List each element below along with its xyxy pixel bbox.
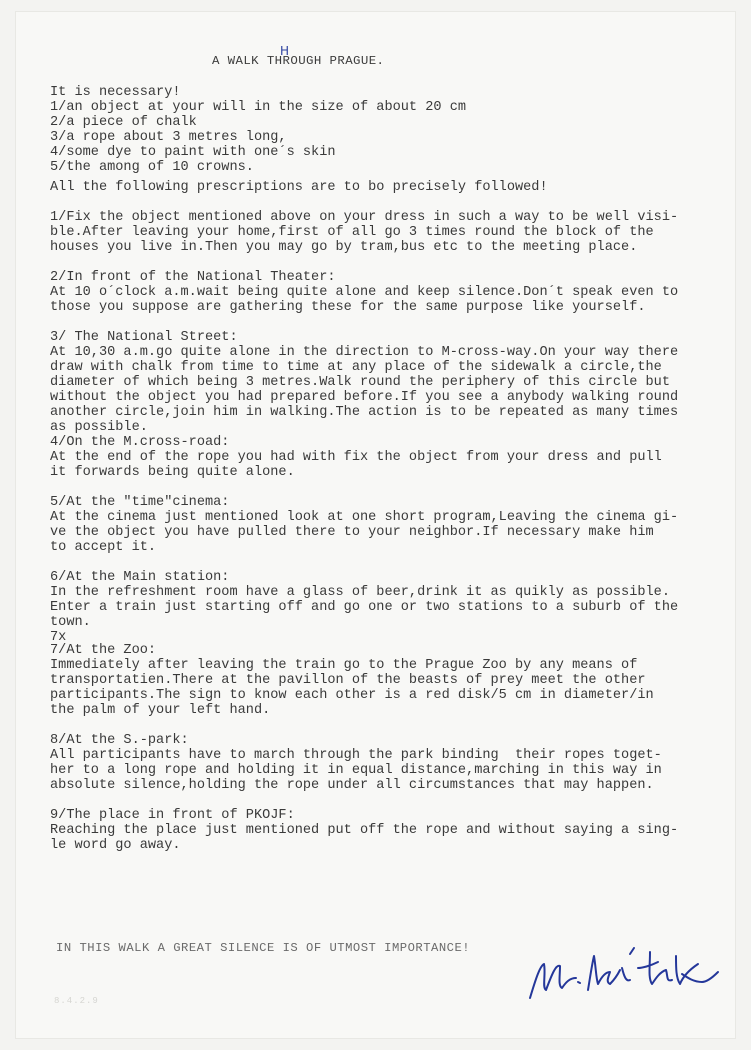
typed-line: absolute silence,holding the rope under all circumstances that may happen. [50,778,654,793]
typed-line: ble.After leaving your home,first of all go 3 times round the block of the [50,225,654,240]
typed-line: At the end of the rope you had with fix the object from your dress and pull [50,450,662,465]
typed-line: transportatien.There at the pavillon of the beasts of prey meet the other [50,673,646,688]
typed-line: It is necessary! [50,85,181,100]
typed-line: diameter of which being 3 metres.Walk round the periphery of this circle but [50,375,670,390]
typed-line: 7x [50,630,67,645]
typed-line: Reaching the place just mentioned put off the rope and without saying a sing- [50,823,679,838]
typed-line: At 10 o´clock a.m.wait being quite alone and keep silence.Don´t speak even to [50,285,679,300]
typed-line: All the following prescriptions are to bo precisely followed! [50,180,548,195]
typed-line: 8/At the S.-park: [50,733,189,748]
typed-line: houses you live in.Then you may go by tram,bus etc to the meeting place. [50,240,638,255]
typed-line: 2/a piece of chalk [50,115,197,130]
typed-line: 3/ The National Street: [50,330,238,345]
typed-line: All participants have to march through the park binding their ropes toget- [50,748,662,763]
typed-line: Enter a train just starting off and go one or two stations to a suburb of the [50,600,679,615]
typed-line: participants.The sign to know each other is a red disk/5 cm in diameter/in [50,688,654,703]
ink-correction: H [280,44,290,58]
signature [526,938,726,1008]
typed-line: 1/Fix the object mentioned above on your dress in such a way to be well visi- [50,210,679,225]
typed-line: 3/a rope about 3 metres long, [50,130,287,145]
typed-line: another circle,join him in walking.The action is to be repeated as many times [50,405,679,420]
typed-line: as possible. [50,420,148,435]
typed-line: 2/In front of the National Theater: [50,270,336,285]
typed-line: 5/the among of 10 crowns. [50,160,254,175]
typed-line: the palm of your left hand. [50,703,271,718]
typed-line: ve the object you have pulled there to your neighbor.If necessary make him [50,525,654,540]
typed-line: 1/an object at your will in the size of about 20 cm [50,100,467,115]
faint-stamp: 8.4.2.9 [54,996,99,1006]
typed-line: to accept it. [50,540,157,555]
typed-line: those you suppose are gathering these for the same purpose like yourself. [50,300,646,315]
document-title: A WALK THROUGH PRAGUE. [212,54,385,68]
typed-line: 7/At the Zoo: [50,643,157,658]
typed-line: At 10,30 a.m.go quite alone in the direction to M-cross-way.On your way there [50,345,679,360]
typed-line: 5/At the "time"cinema: [50,495,230,510]
typed-line: Immediately after leaving the train go to the Prague Zoo by any means of [50,658,638,673]
typed-line: 9/The place in front of PKOJF: [50,808,295,823]
typed-line: town. [50,615,91,630]
typed-line: le word go away. [50,838,181,853]
typed-line: draw with chalk from time to time at any place of the sidewalk a circle,the [50,360,662,375]
typed-line: In the refreshment room have a glass of beer,drink it as quikly as possible. [50,585,670,600]
typed-line: her to a long rope and holding it in equal distance,marching in this way in [50,763,662,778]
footer-note: IN THIS WALK A GREAT SILENCE IS OF UTMOST IMPORTANCE! [56,941,471,955]
typed-line: At the cinema just mentioned look at one short program,Leaving the cinema gi- [50,510,679,525]
typed-line: without the object you had prepared before.If you see a anybody walking round [50,390,679,405]
typed-line: 6/At the Main station: [50,570,230,585]
typed-line: 4/On the M.cross-road: [50,435,230,450]
typed-line: 4/some dye to paint with one´s skin [50,145,336,160]
typed-line: it forwards being quite alone. [50,465,295,480]
